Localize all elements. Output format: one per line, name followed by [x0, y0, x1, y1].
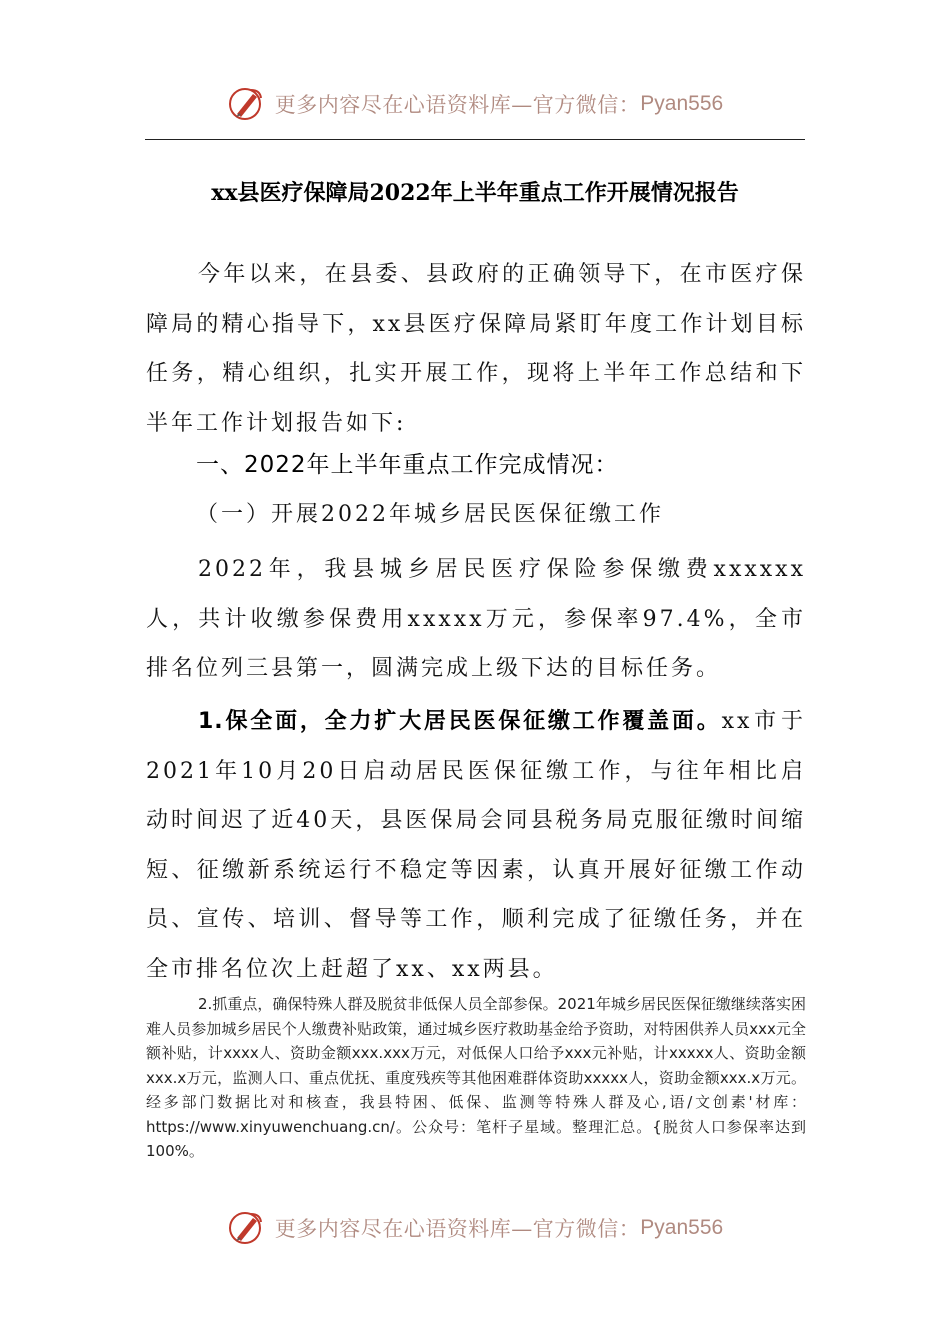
header-brand-text: 更多内容尽在心语资料库—官方微信：	[274, 93, 641, 117]
pen-logo-icon	[227, 1208, 267, 1248]
paragraph-item-1	[146, 697, 806, 994]
footer-wechat-id: Pyan556	[640, 1216, 724, 1239]
header-divider	[145, 139, 805, 140]
item-1-lead: 1.保全面，全力扩大居民医保征缴工作覆盖面。	[198, 709, 722, 734]
header-wechat-id: Pyan556	[640, 92, 724, 115]
paragraph-item-2	[146, 992, 806, 1164]
subsection-heading-1: （一）开展2022年城乡居民医保征缴工作	[196, 502, 664, 527]
item-2-text: 2.抓重点，确保特殊人群及脱贫非低保人员全部参保。2021年城乡居民医保征缴继续落实困难人员参加城乡居民个人缴费补贴政策，通过城乡医疗救助基金给予资助，对特困供养人员xxx元全额补贴，计xxxx人、资助金额xxx.xxx万元，对低保人口给予xxx元补贴，计xxxxx人、资助金额xxx.x万元，监测人口、重点优抚、重度残疾等其他困难群体资助xxxxx人，资助金额xxx.x万元。经多部门数据比对和核查，我县特困、低保、监测等特殊人群及心,语/文创素'材库：https://www.xinyuwenchuang.cn/。公众号：笔杆子星域。整理汇总。{脱贫人口参保率达到100%。	[146, 995, 806, 1160]
intro-paragraph: 今年以来，在县委、县政府的正确领导下，在市医疗保障局的精心指导下，xx县医疗保障局紧盯年度工作计划目标任务，精心组织，扎实开展工作，现将上半年工作总结和下半年工作计划报告如下:	[146, 262, 806, 436]
pen-logo-icon	[227, 84, 267, 124]
footer-brand-text: 更多内容尽在心语资料库—官方微信：	[274, 1217, 641, 1241]
document-title: xx县医疗保障局2022年上半年重点工作开展情况报告	[211, 180, 739, 206]
watermark-footer	[0, 1206, 950, 1250]
paragraph-2022-summary: 2022年，我县城乡居民医疗保险参保缴费xxxxxx人，共计收缴参保费用xxxxx万元，参保率97.4%，全市排名位列三县第一，圆满完成上级下达的目标任务。	[146, 557, 806, 681]
watermark-header	[0, 82, 950, 126]
item-1-body: xx市于2021年10月20日启动居民医保征缴工作，与往年相比启动时间迟了近40天，县医保局会同县税务局克服征缴时间缩短、征缴新系统运行不稳定等因素，认真开展好征缴工作动员、宣传、培训、督导等工作，顺利完成了征缴任务，并在全市排名位次上赶超了xx、xx两县。	[146, 709, 806, 982]
section-heading-1: 一、2022年上半年重点工作完成情况：	[196, 452, 619, 478]
